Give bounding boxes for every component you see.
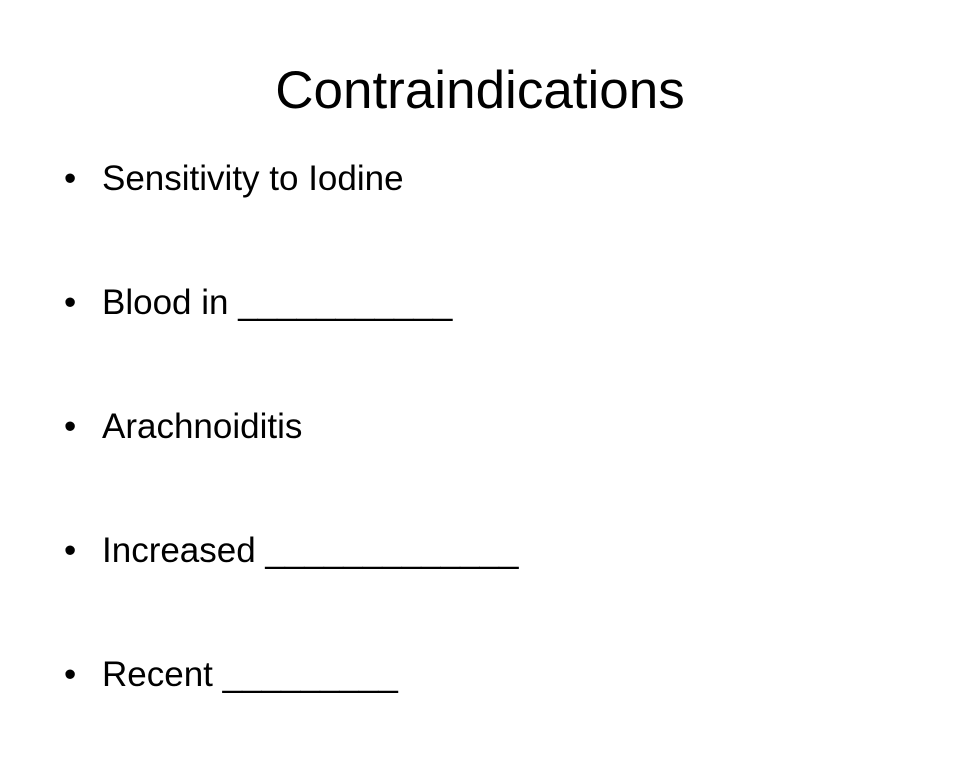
slide-title: Contraindications [275,61,685,120]
bullet-text: Arachnoiditis [102,407,303,446]
bullet-icon: • [64,655,77,694]
bullet-icon: • [64,531,77,570]
bullet-text: Increased _____________ [102,531,519,570]
bullet-text: Blood in ___________ [102,283,453,322]
bullet-text: Recent _________ [102,655,398,694]
bullet-icon: • [64,283,77,322]
bullet-icon: • [64,159,77,198]
bullet-icon: • [64,407,77,446]
bullet-text: Sensitivity to Iodine [102,159,404,198]
